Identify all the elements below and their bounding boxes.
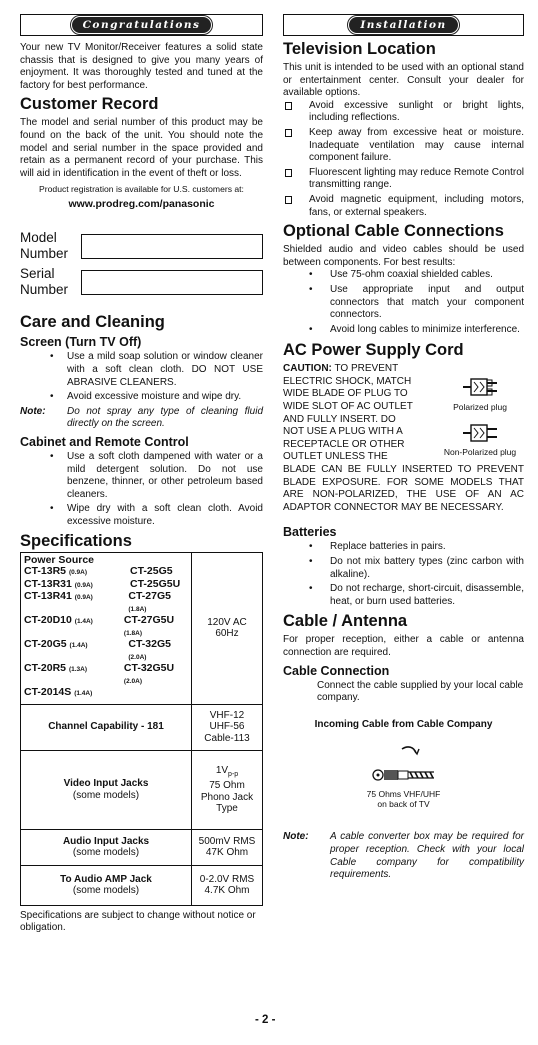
serial-number-label: Serial Number [20,266,69,298]
customer-record-text: The model and serial number of this product may be found on the back of the unit. You should note the model and serial number in the space provided and retain as a permanent record of your purchase. This will aid in identification in the event of theft or loss. [20,117,263,179]
ac-power-heading: AC Power Supply Cord [283,341,464,360]
list-item: • Do not mix battery types (zinc carbon with alkaline). [283,556,524,581]
installation-banner [283,14,524,36]
screen-heading: Screen (Turn TV Off) [20,335,142,350]
cabinet-heading: Cabinet and Remote Control [20,434,189,449]
cable-connection-text: Connect the cable supplied by your local cable company. [317,679,524,704]
checkbox-icon [285,102,292,110]
list-item: • Avoid excessive moisture and wipe dry. [20,391,263,404]
list-item: • Use appropriate input and output connectors that match your component connectors. [283,284,524,322]
cable-connection-heading: Cable Connection [283,663,390,678]
left-column [20,14,263,935]
non-polarized-caption: Non-Polarized plug [443,447,517,458]
optional-cable-heading: Optional Cable Connections [283,222,504,241]
banner-label: Congratulations [71,16,213,34]
list-item: Avoid magnetic equipment, including motors, fans, or external speakers. [283,194,524,219]
list-item: Avoid excessive sunlight or bright lights, including reflections. [283,100,524,125]
table-row [21,865,263,905]
audio-label: Audio Input Jacks (some models) [21,829,192,865]
model-row: CT-20D10 (1.4A) CT-27G5U (1.8A) [24,614,175,637]
power-source-cell: Power Source CT-13R5 (0.9A) CT-25G5 CT-13R31 (0.9A) CT-25G5U CT-13R41 (0.9A) CT-27G5 (1.8A) CT-20D10 (1.4A) CT-27G5U (1.8A) CT-20G5 (1.4A) CT-32G5 (2.0A) CT-20R5 (1.3A) CT-32G5U (2.0A) CT-2014S (1.4A) [21,552,192,704]
table-row [21,704,263,750]
video-values: $1V_{p-p}$ 75 Ohm Phono Jack Type [192,750,263,829]
cable-figure [283,743,524,809]
audio-values: 500mV RMS 47K Ohm [192,829,263,865]
caution-label: CAUTION: [283,363,332,375]
customer-record-heading: Customer Record [20,95,159,114]
list-item: • Use 75-ohm coaxial shielded cables. [283,269,524,282]
batteries-heading: Batteries [283,525,337,540]
video-label: Video Input Jacks (some models) [21,750,192,829]
table-row [21,829,263,865]
cable-note: Note: A cable converter box may be required for proper reception. Check with your local Cable company for compatibility requirements. [283,831,524,881]
checkbox-icon [285,196,292,204]
list-item: • Do not recharge, short-circuit, disassemble, heat, or burn used batteries. [283,583,524,608]
non-polarized-plug-icon [459,421,501,445]
cable-figure-caption-1: 75 Ohms VHF/UHF [366,789,441,800]
list-item: Fluorescent lighting may reduce Remote Control transmitting range. [283,167,524,192]
power-value-cell: 120V AC 60Hz [192,552,263,704]
ac-caution-block: CAUTION: TO PREVENT ELECTRIC SHOCK, MATCH WIDE BLADE OF PLUG TO WIDE SLOT OF AC OUTLET AND FULLY INSERT. DO NOT USE A PLUG WITH A RECEPTACLE OR OTHER OUTLET UNLESS THE Polarized plug Non-Polarized plug [283,363,524,464]
batteries-list [283,541,524,608]
model-number-row [20,230,263,262]
model-row: CT-20G5 (1.4A) CT-32G5 (2.0A) [24,638,171,661]
list-item: • Use a soft cloth dampened with water or a mild detergent solution. Do not use benzene, thinner, or other petroleum based cleaners. [20,451,263,501]
amp-values: 0-2.0V RMS 4.7K Ohm [192,865,263,905]
checkbox-icon [285,129,292,137]
optional-cable-text: Shielded audio and video cables should be used between components. For best results: [283,244,524,268]
cabinet-list [20,451,263,529]
model-row: CT-2014S (1.4A) [24,686,93,699]
cable-figure-caption-2: on back of TV [377,799,430,810]
coax-connector-icon [364,743,444,787]
page-number: - 2 - [255,1014,276,1026]
plug-figures [436,363,524,458]
model-number-label: Model Number [20,230,69,262]
tv-location-text: This unit is intended to be used with an optional stand or entertainment center. Consult your dealer for available options. [283,62,524,99]
list-item: • Wipe dry with a soft clean cloth. Avoid excessive moisture. [20,503,263,528]
serial-number-field[interactable] [81,270,263,295]
specs-footnote: Specifications are subject to change without notice or obligation. [20,909,256,934]
channel-values: VHF-12 UHF-56 Cable-113 [192,704,263,750]
checkbox-icon [285,169,292,177]
polarized-plug-icon [459,375,501,399]
caution-rest: BLADE CAN BE FULLY INSERTED TO PREVENT BLADE EXPOSURE. FOR SOME MODELS THAT ARE NON-POLARIZED, THE USE OF AN AC ADAPTOR CONNECTOR MAY BE NECESSARY. [283,464,524,513]
table-row [21,750,263,829]
specifications-table [20,552,263,906]
tv-location-list [283,100,524,219]
care-cleaning-heading: Care and Cleaning [20,313,165,332]
cable-antenna-heading: Cable / Antenna [283,612,408,631]
specifications-heading: Specifications [20,531,132,550]
list-item: • Replace batteries in pairs. [283,541,524,554]
list-item: • Use a mild soap solution or window cleaner with a soft clean cloth. DO NOT USE ABRASIVE CLEANERS. [20,351,263,389]
table-row [21,552,263,704]
registration-url[interactable]: www.prodreg.com/panasonic [68,198,215,211]
model-number-field[interactable] [81,234,263,259]
model-list [24,566,191,700]
polarized-caption: Polarized plug [453,401,507,412]
list-item: Keep away from excessive heat or moisture. Inadequate ventilation may cause internal component failure. [283,127,524,165]
screen-note: Note: Do not spray any type of cleaning fluid directly on the screen. [20,405,263,430]
incoming-cable-label: Incoming Cable from Cable Company [314,718,493,730]
banner-label: Installation [348,16,458,34]
channel-label: Channel Capability - 181 [21,704,192,750]
model-row: CT-20R5 (1.3A) CT-32G5U (2.0A) [24,662,175,685]
right-column [283,14,524,884]
congratulations-banner [20,14,263,36]
screen-list [20,351,263,403]
serial-number-row [20,266,263,298]
model-row: CT-13R31 (0.9A) CT-25G5U [24,577,181,590]
cable-antenna-text: For proper reception, either a cable or antenna connection are required. [283,634,524,658]
registration-text: Product registration is available for U.S. customers at: [39,184,244,195]
tv-location-heading: Television Location [283,40,436,58]
model-row: CT-13R41 (0.9A) CT-27G5 (1.8A) [24,590,171,613]
model-row: CT-13R5 (0.9A) CT-25G5 [24,565,173,578]
intro-text: Your new TV Monitor/Receiver features a solid state chassis that is designed to give you many years of enjoyment. It was thoroughly tested and tuned at the factory for best performance. [20,42,263,91]
amp-label: To Audio AMP Jack (some models) [21,865,192,905]
list-item: • Avoid long cables to minimize interference. [283,324,524,337]
optional-cable-list [283,269,524,336]
